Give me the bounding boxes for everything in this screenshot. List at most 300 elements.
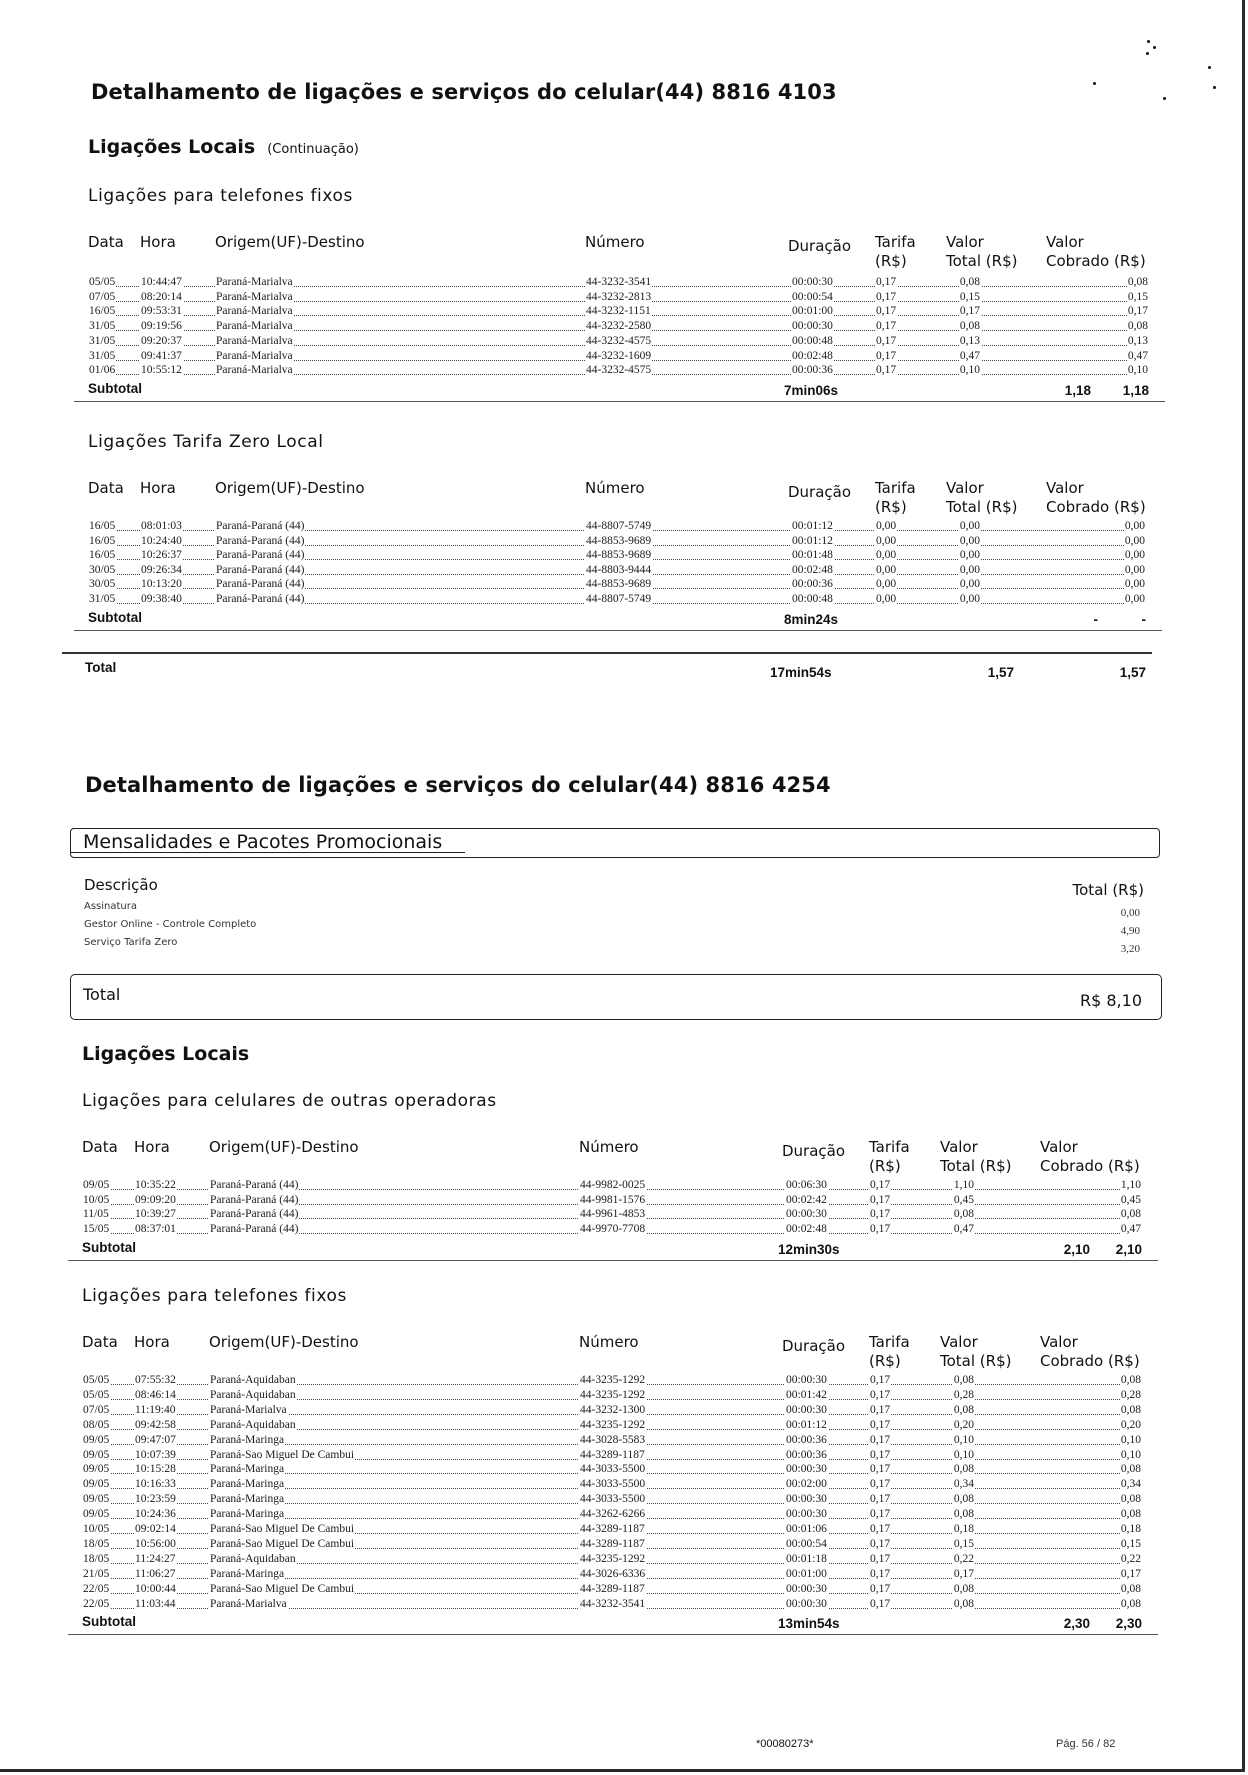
group-title: Ligações para telefones fixos — [82, 1286, 347, 1306]
cell-tarifa: 0,17 — [870, 1463, 891, 1476]
cell-data: 31/05 — [89, 349, 116, 362]
table-row — [82, 1523, 1142, 1538]
cell-cobrado: 0,00 — [1124, 593, 1145, 605]
cell-tarifa: 0,17 — [870, 1418, 891, 1431]
col-header-origem: Origem(UF)-Destino — [209, 1138, 359, 1156]
cell-data: 30/05 — [89, 563, 116, 576]
desc-header: Descrição — [84, 876, 158, 894]
cell-duracao: 00:00:36 — [786, 1433, 827, 1446]
cell-duracao: 00:00:54 — [786, 1537, 827, 1550]
cell-hora: 10:13:20 — [141, 578, 182, 591]
cell-valor-total: 0,08 — [953, 1508, 974, 1521]
cell-data: 22/05 — [83, 1597, 110, 1610]
cell-cobrado: 0,45 — [1120, 1193, 1141, 1206]
cell-data: 09/05 — [83, 1463, 110, 1476]
cell-duracao: 00:00:30 — [786, 1493, 827, 1506]
cell-hora: 09:26:34 — [141, 563, 182, 576]
subtotal-duracao: 8min24s — [784, 611, 839, 627]
cell-duracao: 00:00:30 — [786, 1597, 827, 1610]
cell-cobrado: 0,17 — [1120, 1567, 1141, 1580]
cell-valor-total: 0,17 — [953, 1567, 974, 1580]
cell-valor-total: 0,00 — [959, 578, 980, 591]
cell-numero: 44-3289-1187 — [580, 1448, 645, 1461]
cell-hora: 10:00:44 — [135, 1582, 176, 1595]
cell-origem: Paraná-Paraná (44) — [210, 1193, 299, 1206]
cell-numero: 44-3232-1151 — [586, 305, 651, 318]
cell-origem: Paraná-Maringa — [210, 1433, 285, 1446]
table-row — [82, 1419, 1142, 1434]
subtotal-cobrado: 2,10 — [1115, 1241, 1142, 1257]
page-number: Pág. 56 / 82 — [1056, 1738, 1116, 1750]
cell-numero: 44-3232-2813 — [586, 290, 652, 303]
cell-data: 16/05 — [89, 534, 116, 547]
cell-numero: 44-9970-7708 — [580, 1223, 646, 1236]
cell-tarifa: 0,17 — [870, 1208, 891, 1221]
cell-hora: 11:24:27 — [135, 1552, 176, 1565]
cell-data: 16/05 — [89, 305, 116, 318]
scan-speck — [1163, 97, 1166, 100]
col-header-valor: Valor — [940, 1333, 978, 1351]
col-header-data: Data — [82, 1333, 118, 1351]
cell-hora: 10:15:28 — [135, 1463, 176, 1476]
subtotal-rule — [74, 630, 1162, 631]
cell-cobrado: 0,15 — [1127, 290, 1148, 303]
col-header-tarifa: Tarifa — [875, 479, 916, 497]
cell-numero: 44-3235-1292 — [580, 1374, 646, 1386]
col-header-origem: Origem(UF)-Destino — [215, 479, 365, 497]
cell-hora: 09:47:07 — [135, 1433, 176, 1446]
total-rule — [62, 652, 1152, 654]
section-title: Detalhamento de ligações e serviços do celular(44) 8816 4254 — [85, 773, 831, 797]
cell-data: 16/05 — [89, 549, 116, 562]
cell-cobrado: 0,08 — [1120, 1597, 1141, 1610]
section-title: Detalhamento de ligações e serviços do celular(44) 8816 4103 — [91, 80, 837, 104]
promo-total-label: Total — [83, 985, 121, 1004]
cell-cobrado: 0,00 — [1124, 578, 1145, 591]
cell-duracao: 00:01:06 — [786, 1523, 827, 1535]
cell-origem: Paraná-Marialva — [216, 334, 293, 347]
cell-numero: 44-3289-1187 — [580, 1537, 645, 1550]
table-row — [88, 578, 1146, 593]
cell-hora: 07:55:32 — [135, 1374, 176, 1386]
table-row — [82, 1478, 1142, 1493]
promo-item-value: 3,20 — [1120, 943, 1140, 955]
cell-hora: 09:38:40 — [141, 593, 182, 605]
cell-tarifa: 0,17 — [870, 1223, 891, 1236]
cell-duracao: 00:02:00 — [786, 1478, 827, 1491]
promo-total-value: R$ 8,10 — [1079, 991, 1142, 1010]
subtotal-rule — [74, 401, 1165, 402]
cell-origem: Paraná-Paraná (44) — [210, 1179, 299, 1191]
cell-numero: 44-3235-1292 — [580, 1388, 646, 1401]
col-header-valor2: Valor — [1040, 1138, 1078, 1156]
total-duracao: 17min54s — [770, 665, 832, 680]
cell-tarifa: 0,17 — [876, 334, 897, 347]
subtotal-cobrado: 2,30 — [1115, 1616, 1142, 1632]
promo-item-value: 0,00 — [1120, 907, 1140, 919]
col-header-numero: Número — [585, 479, 645, 497]
cell-tarifa: 0,17 — [870, 1493, 891, 1506]
cell-data: 07/05 — [83, 1403, 110, 1416]
cell-origem: Paraná-Paraná (44) — [216, 520, 305, 532]
table-row — [88, 320, 1149, 335]
cell-valor-total: 0,00 — [959, 534, 980, 547]
cell-valor-total: 0,08 — [953, 1403, 974, 1416]
cell-hora: 10:56:00 — [135, 1537, 176, 1550]
cell-origem: Paraná-Maringa — [210, 1508, 285, 1521]
cell-numero: 44-3289-1187 — [580, 1582, 645, 1595]
col-header-cobrado: Cobrado (R$) — [1046, 498, 1146, 516]
cell-tarifa: 0,17 — [870, 1433, 891, 1446]
cell-hora: 09:41:37 — [141, 349, 182, 362]
table-row — [88, 549, 1146, 564]
group-title: Ligações para celulares de outras operadoras — [82, 1091, 497, 1111]
cell-origem: Paraná-Paraná (44) — [216, 549, 305, 562]
cell-valor-total: 0,22 — [953, 1552, 974, 1565]
cell-cobrado: 0,15 — [1120, 1537, 1141, 1550]
cell-valor-total: 0,08 — [953, 1582, 974, 1595]
table-row — [82, 1208, 1142, 1223]
cell-duracao: 00:02:42 — [786, 1193, 827, 1206]
scan-speck — [1153, 46, 1156, 49]
cell-duracao: 00:00:30 — [792, 320, 833, 333]
cell-origem: Paraná-Maringa — [210, 1478, 285, 1491]
cell-origem: Paraná-Sao Miguel De Cambui — [210, 1537, 355, 1550]
cell-numero: 44-3232-3541 — [580, 1597, 646, 1610]
col-header-hora: Hora — [134, 1138, 170, 1156]
cell-tarifa: 0,17 — [870, 1179, 891, 1191]
cell-origem: Paraná-Marialva — [216, 349, 293, 362]
cell-numero: 44-3232-2580 — [586, 320, 652, 333]
cell-hora: 10:23:59 — [135, 1493, 176, 1506]
col-header-numero: Número — [579, 1138, 639, 1156]
cell-hora: 08:01:03 — [141, 520, 182, 532]
table-row — [82, 1449, 1142, 1464]
promo-item-label: Gestor Online - Controle Completo — [84, 919, 257, 930]
col-header-cobrado: Cobrado (R$) — [1040, 1157, 1140, 1175]
cell-cobrado: 0,00 — [1124, 520, 1145, 532]
col-header-valor-total: Total (R$) — [946, 498, 1018, 516]
cell-data: 31/05 — [89, 334, 116, 347]
col-header-valor-total: Total (R$) — [946, 252, 1018, 270]
cell-origem: Paraná-Aquidaban — [210, 1374, 296, 1386]
cell-numero: 44-3033-5500 — [580, 1478, 646, 1491]
cell-valor-total: 0,10 — [959, 364, 980, 377]
cell-cobrado: 0,10 — [1120, 1433, 1141, 1446]
cell-numero: 44-8807-5749 — [586, 593, 652, 605]
cell-numero: 44-3232-4575 — [586, 334, 652, 347]
cell-cobrado: 1,10 — [1120, 1179, 1141, 1191]
subtotal-valor-total: - — [1093, 611, 1098, 627]
cell-tarifa: 0,17 — [876, 276, 897, 288]
col-header-tarifa-unit: (R$) — [875, 252, 907, 270]
cell-tarifa: 0,17 — [876, 320, 897, 333]
cell-valor-total: 0,10 — [953, 1433, 974, 1446]
footer-code: *00080273* — [756, 1738, 814, 1750]
subtotal-label: Subtotal — [88, 380, 142, 396]
cell-cobrado: 0,17 — [1127, 305, 1148, 318]
cell-numero: 44-3232-3541 — [586, 276, 652, 288]
cell-data: 18/05 — [83, 1537, 110, 1550]
cell-origem: Paraná-Paraná (44) — [210, 1223, 299, 1236]
cell-duracao: 00:02:48 — [792, 349, 833, 362]
cell-hora: 10:55:12 — [141, 364, 182, 377]
cell-numero: 44-3235-1292 — [580, 1552, 646, 1565]
cell-duracao: 00:00:36 — [792, 364, 833, 377]
scan-speck — [1208, 66, 1211, 69]
subtotal-valor-total: 2,30 — [1063, 1616, 1090, 1632]
cell-duracao: 00:01:48 — [792, 549, 833, 562]
table-row — [82, 1404, 1142, 1419]
cell-hora: 10:39:27 — [135, 1208, 176, 1221]
cell-tarifa: 0,17 — [876, 364, 897, 377]
cell-hora: 08:20:14 — [141, 290, 182, 303]
table-row — [88, 535, 1146, 550]
cell-numero: 44-3033-5500 — [580, 1463, 646, 1476]
cell-duracao: 00:01:12 — [792, 534, 833, 547]
cell-data: 22/05 — [83, 1582, 110, 1595]
cell-numero: 44-8853-9689 — [586, 578, 652, 591]
cell-data: 09/05 — [83, 1179, 110, 1191]
table-row — [88, 350, 1149, 365]
cell-origem: Paraná-Paraná (44) — [216, 593, 305, 605]
cell-tarifa: 0,17 — [876, 305, 897, 318]
cell-cobrado: 0,10 — [1127, 364, 1148, 377]
table-row — [82, 1223, 1142, 1238]
cell-origem: Paraná-Sao Miguel De Cambui — [210, 1582, 355, 1595]
cell-origem: Paraná-Paraná (44) — [216, 534, 305, 547]
cell-hora: 11:03:44 — [135, 1597, 176, 1610]
cell-data: 15/05 — [83, 1223, 110, 1236]
cell-hora: 11:19:40 — [135, 1403, 176, 1416]
col-header-valor: Valor — [946, 233, 984, 251]
col-header-valor: Valor — [940, 1138, 978, 1156]
cell-origem: Paraná-Aquidaban — [210, 1418, 296, 1431]
col-header-hora: Hora — [140, 233, 176, 251]
col-header-duracao: Duração — [788, 237, 852, 255]
col-header-numero: Número — [585, 233, 645, 251]
cell-numero: 44-8807-5749 — [586, 520, 652, 532]
cell-cobrado: 0,18 — [1120, 1523, 1141, 1535]
cell-valor-total: 0,08 — [953, 1597, 974, 1610]
cell-duracao: 00:00:30 — [786, 1374, 827, 1386]
promo-box-title: Mensalidades e Pacotes Promocionais — [83, 831, 443, 853]
cell-cobrado: 0,22 — [1120, 1552, 1141, 1565]
cell-numero: 44-3028-5583 — [580, 1433, 646, 1446]
cell-tarifa: 0,00 — [876, 593, 897, 605]
cell-cobrado: 0,08 — [1127, 320, 1148, 333]
cell-tarifa: 0,17 — [876, 290, 897, 303]
cell-numero: 44-8803-9444 — [586, 563, 652, 576]
cell-valor-total: 0,18 — [953, 1523, 974, 1535]
subtotal-rule — [68, 1260, 1158, 1261]
scan-speck — [1093, 82, 1096, 85]
cell-data: 09/05 — [83, 1493, 110, 1506]
cell-tarifa: 0,17 — [870, 1478, 891, 1491]
table-row — [82, 1568, 1142, 1583]
col-header-origem: Origem(UF)-Destino — [215, 233, 365, 251]
cell-origem: Paraná-Maringa — [210, 1463, 285, 1476]
scan-speck — [1213, 86, 1216, 89]
cell-data: 10/05 — [83, 1523, 110, 1535]
cell-data: 07/05 — [89, 290, 116, 303]
cell-data: 30/05 — [89, 578, 116, 591]
cell-duracao: 00:01:12 — [786, 1418, 827, 1431]
cell-numero: 44-3232-1300 — [580, 1403, 646, 1416]
subtotal-label: Subtotal — [88, 609, 142, 625]
col-header-valor-total: Total (R$) — [940, 1157, 1012, 1175]
subtotal-label: Subtotal — [82, 1614, 136, 1630]
cell-duracao: 00:00:48 — [792, 334, 833, 347]
cell-tarifa: 0,17 — [870, 1193, 891, 1206]
cell-hora: 08:37:01 — [135, 1223, 176, 1236]
cell-data: 08/05 — [83, 1418, 110, 1431]
group-title: Ligações Tarifa Zero Local — [88, 432, 324, 452]
cell-duracao: 00:00:30 — [786, 1582, 827, 1595]
continuation-note: (Continuação) — [267, 142, 359, 157]
cell-hora: 10:24:40 — [141, 534, 182, 547]
section-subtitle — [88, 136, 359, 158]
cell-valor-total: 0,08 — [953, 1493, 974, 1506]
col-header-valor2: Valor — [1040, 1333, 1078, 1351]
table-row — [82, 1463, 1142, 1478]
promo-item-label: Serviço Tarifa Zero — [84, 937, 178, 948]
col-header-data: Data — [88, 479, 124, 497]
cell-numero: 44-3232-1609 — [586, 349, 652, 362]
subtotal-duracao: 12min30s — [778, 1241, 840, 1257]
cell-numero: 44-9961-4853 — [580, 1208, 646, 1221]
cell-data: 05/05 — [83, 1388, 110, 1401]
cell-cobrado: 0,13 — [1127, 334, 1148, 347]
table-row — [88, 335, 1149, 350]
group-title: Ligações para telefones fixos — [88, 186, 353, 206]
cell-duracao: 00:00:30 — [786, 1403, 827, 1416]
cell-tarifa: 0,17 — [870, 1582, 891, 1595]
cell-data: 09/05 — [83, 1478, 110, 1491]
cell-valor-total: 0,00 — [959, 563, 980, 576]
col-header-data: Data — [88, 233, 124, 251]
cell-tarifa: 0,17 — [876, 349, 897, 362]
cell-valor-total: 0,34 — [953, 1478, 974, 1491]
cell-data: 09/05 — [83, 1508, 110, 1521]
cell-cobrado: 0,00 — [1124, 549, 1145, 562]
cell-duracao: 00:01:12 — [792, 520, 833, 532]
cell-valor-total: 0,00 — [959, 549, 980, 562]
cell-hora: 08:46:14 — [135, 1388, 176, 1401]
cell-duracao: 00:00:30 — [786, 1508, 827, 1521]
col-header-numero: Número — [579, 1333, 639, 1351]
subtotal-duracao: 7min06s — [784, 382, 839, 398]
table-row — [88, 564, 1146, 579]
cell-valor-total: 0,08 — [953, 1463, 974, 1476]
cell-hora: 09:53:31 — [141, 305, 182, 318]
subtotal-cobrado: - — [1141, 611, 1146, 627]
table-row — [82, 1493, 1142, 1508]
cell-hora: 09:19:56 — [141, 320, 182, 333]
col-header-tarifa-unit: (R$) — [869, 1352, 901, 1370]
cell-tarifa: 0,00 — [876, 534, 897, 547]
cell-valor-total: 0,08 — [959, 320, 980, 333]
cell-cobrado: 0,08 — [1120, 1493, 1141, 1506]
subtotal-duracao: 13min54s — [778, 1616, 840, 1632]
table-row — [82, 1194, 1142, 1209]
cell-cobrado: 0,00 — [1124, 563, 1145, 576]
cell-duracao: 00:06:30 — [786, 1179, 827, 1191]
cell-origem: Paraná-Marialva — [210, 1403, 287, 1416]
cell-valor-total: 0,47 — [953, 1223, 974, 1236]
cell-cobrado: 0,34 — [1120, 1478, 1141, 1491]
col-header-valor: Valor — [946, 479, 984, 497]
col-header-tarifa: Tarifa — [869, 1333, 910, 1351]
scan-speck — [1146, 52, 1149, 55]
cell-hora: 09:42:58 — [135, 1418, 176, 1431]
subtotal-valor-total: 1,18 — [1064, 382, 1091, 398]
cell-valor-total: 0,10 — [953, 1448, 974, 1461]
cell-cobrado: 0,47 — [1127, 349, 1148, 362]
cell-cobrado: 0,10 — [1120, 1448, 1141, 1461]
cell-valor-total: 0,45 — [953, 1193, 974, 1206]
cell-tarifa: 0,17 — [870, 1448, 891, 1461]
cell-origem: Paraná-Aquidaban — [210, 1388, 296, 1401]
col-header-duracao: Duração — [782, 1337, 846, 1355]
col-header-hora: Hora — [134, 1333, 170, 1351]
cell-valor-total: 0,15 — [959, 290, 980, 303]
cell-duracao: 00:02:48 — [786, 1223, 827, 1236]
cell-cobrado: 0,47 — [1120, 1223, 1141, 1236]
cell-data: 11/05 — [83, 1208, 109, 1221]
cell-data: 05/05 — [83, 1374, 110, 1386]
cell-origem: Paraná-Paraná (44) — [216, 578, 305, 591]
cell-duracao: 00:00:36 — [792, 578, 833, 591]
cell-valor-total: 0,47 — [959, 349, 980, 362]
promo-item-value: 4,90 — [1120, 925, 1140, 937]
cell-valor-total: 0,28 — [953, 1388, 974, 1401]
col-header-valor2: Valor — [1046, 479, 1084, 497]
col-header-tarifa-unit: (R$) — [875, 498, 907, 516]
cell-cobrado: 0,20 — [1120, 1418, 1141, 1431]
cell-valor-total: 0,00 — [959, 520, 980, 532]
cell-valor-total: 0,00 — [959, 593, 980, 605]
scan-speck — [1147, 40, 1150, 43]
cell-tarifa: 0,00 — [876, 563, 897, 576]
cell-numero: 44-3235-1292 — [580, 1418, 646, 1431]
cell-numero: 44-3026-6336 — [580, 1567, 646, 1580]
cell-hora: 10:26:37 — [141, 549, 182, 562]
col-header-hora: Hora — [140, 479, 176, 497]
cell-valor-total: 0,13 — [959, 334, 980, 347]
cell-origem: Paraná-Marialva — [216, 276, 293, 288]
cell-tarifa: 0,17 — [870, 1403, 891, 1416]
cell-data: 31/05 — [89, 320, 116, 333]
subtotal-valor-total: 2,10 — [1063, 1241, 1090, 1257]
table-row — [82, 1389, 1142, 1404]
cell-duracao: 00:01:18 — [786, 1552, 827, 1565]
cell-cobrado: 0,28 — [1120, 1388, 1141, 1401]
col-header-duracao: Duração — [788, 483, 852, 501]
cell-cobrado: 0,08 — [1120, 1508, 1141, 1521]
cell-origem: Paraná-Sao Miguel De Cambui — [210, 1448, 355, 1461]
cell-duracao: 00:00:36 — [786, 1448, 827, 1461]
cell-hora: 09:02:14 — [135, 1523, 176, 1535]
cell-cobrado: 0,08 — [1127, 276, 1148, 288]
table-row — [88, 305, 1149, 320]
cell-origem: Paraná-Aquidaban — [210, 1552, 296, 1565]
col-header-tarifa-unit: (R$) — [869, 1157, 901, 1175]
total-cobrado: 1,57 — [1119, 665, 1146, 680]
cell-hora: 09:20:37 — [141, 334, 182, 347]
cell-valor-total: 0,15 — [953, 1537, 974, 1550]
col-header-origem: Origem(UF)-Destino — [209, 1333, 359, 1351]
